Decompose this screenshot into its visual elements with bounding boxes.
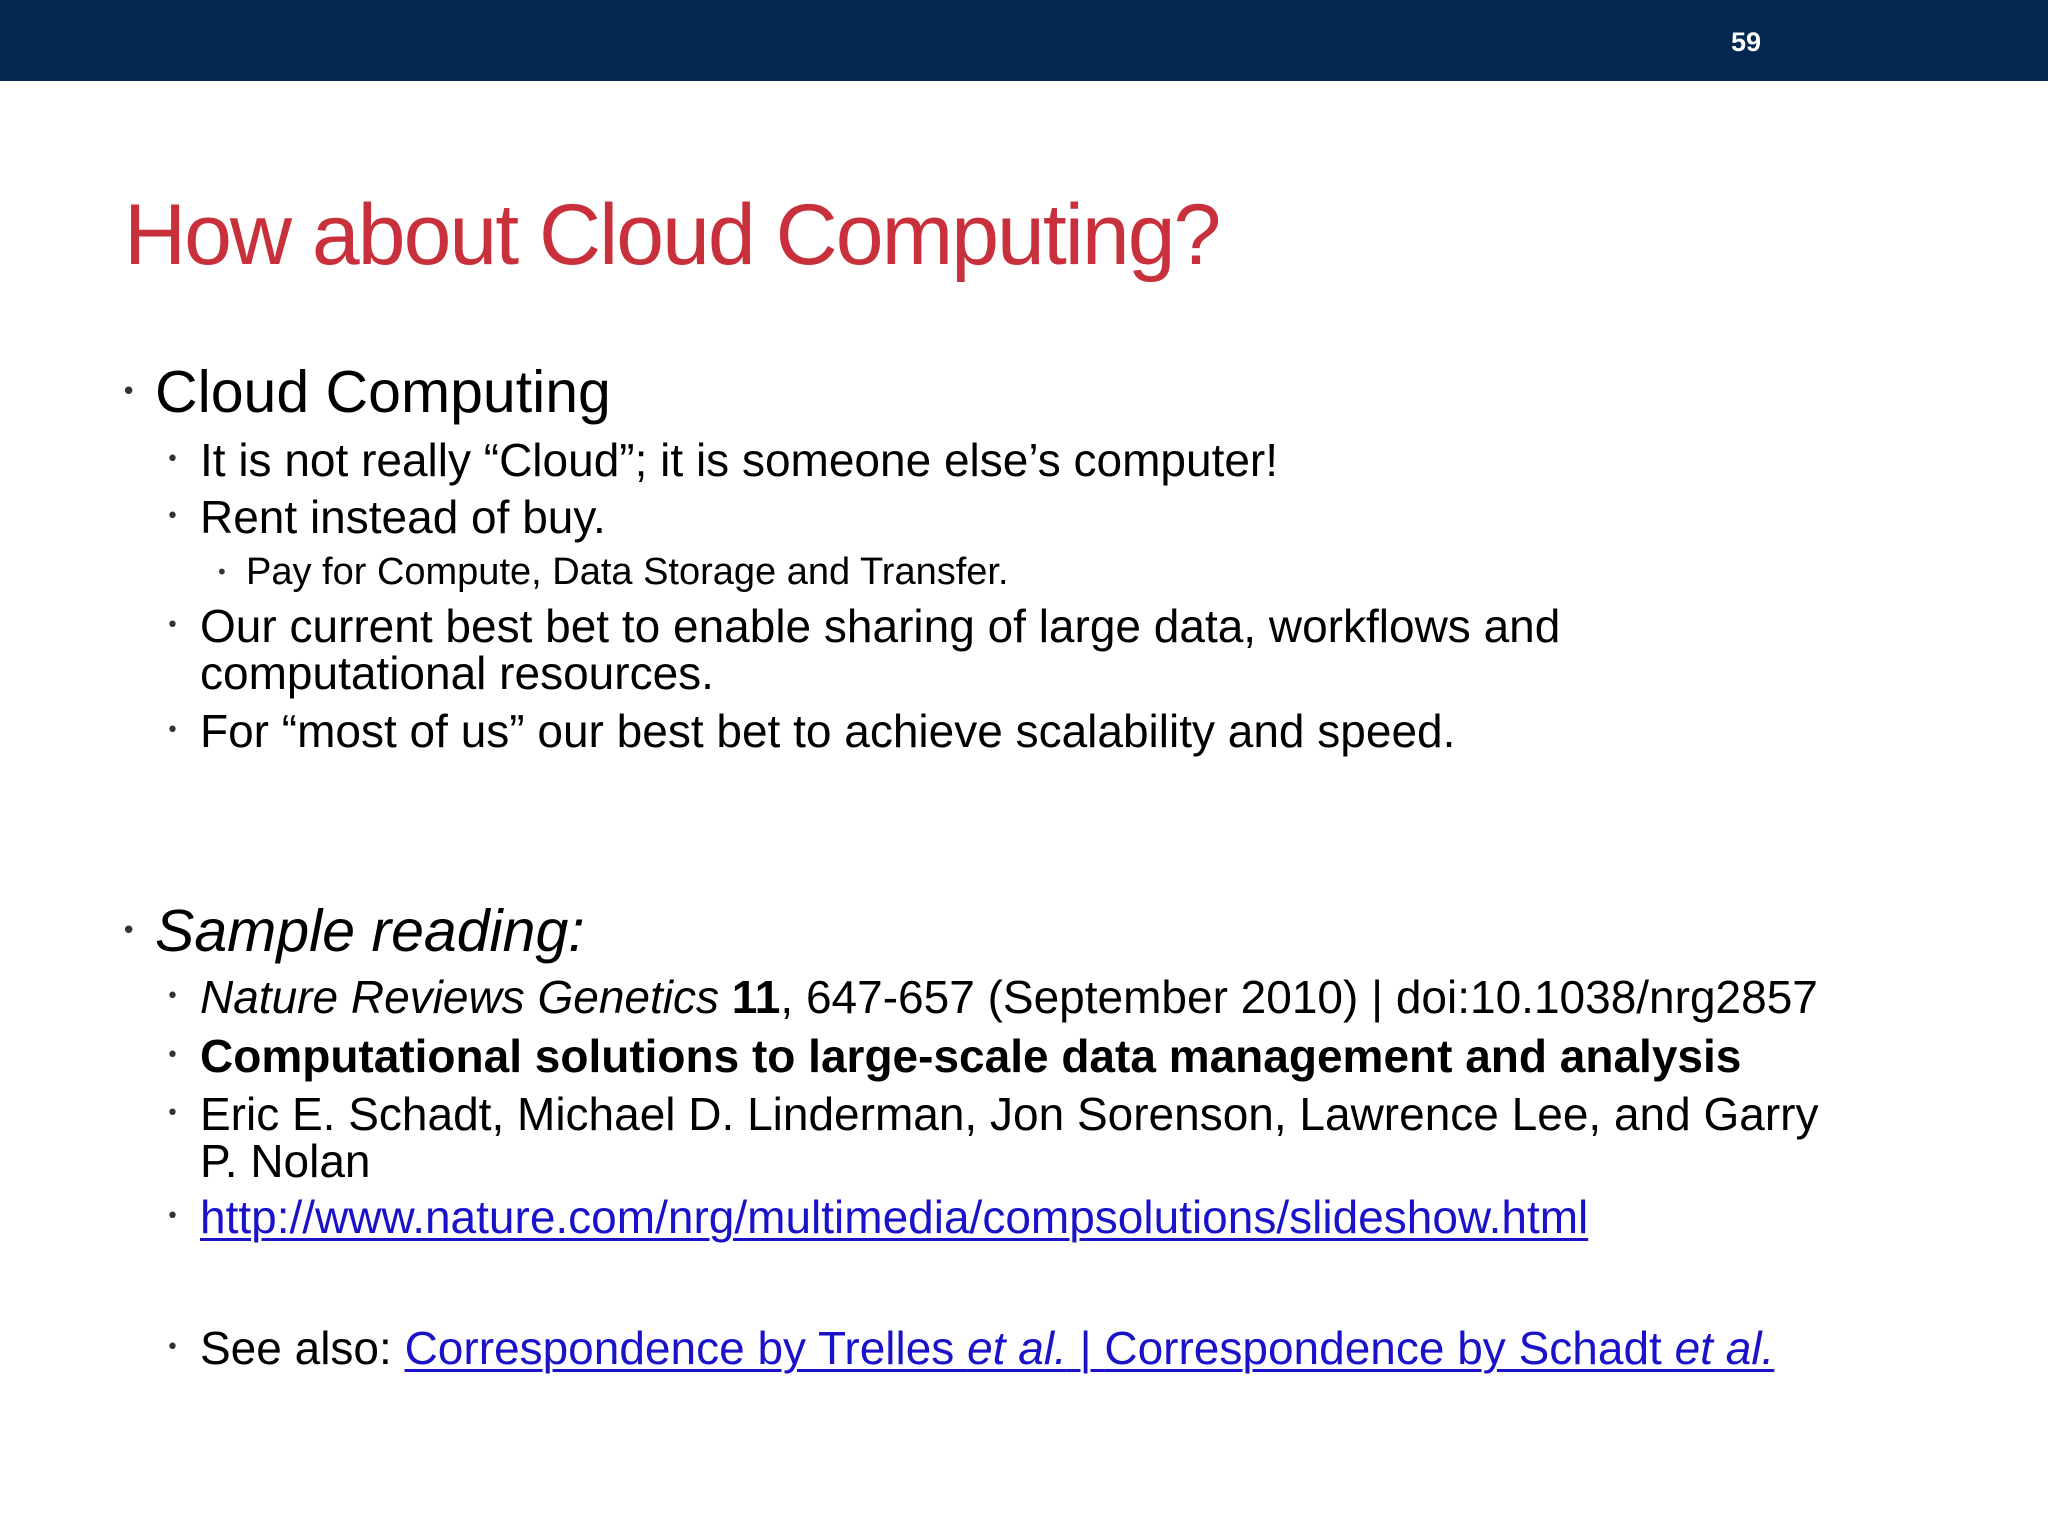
bullet-rent-instead-of-buy	[166, 491, 606, 543]
bullet-dot: •	[166, 504, 179, 529]
bullet-cloud-computing	[121, 359, 611, 425]
section-heading-cloud-computing: Cloud Computing	[155, 359, 611, 425]
bullet-pay-for-compute	[216, 550, 1009, 594]
link-text: Correspondence by Trelles	[404, 1322, 968, 1374]
see-also-label: See also:	[200, 1322, 405, 1374]
bullet-text: Our current best bet to enable sharing of large data, workflows and	[200, 600, 1561, 652]
bullet-text: Pay for Compute, Data Storage and Transfer.	[246, 551, 1009, 593]
citation-details: , 647-657 (September 2010) | doi:10.1038/nrg2857	[780, 971, 1818, 1023]
url-line	[166, 1191, 1589, 1243]
authors-line-continued	[200, 1135, 371, 1187]
bullet-text: computational resources.	[200, 647, 714, 699]
authors-text: Eric E. Schadt, Michael D. Linderman, Jon Sorenson, Lawrence Lee, and Garry	[200, 1088, 1819, 1140]
slide-number: 59	[1730, 27, 1761, 57]
bullet-dot: •	[166, 718, 179, 743]
paper-title: Computational solutions to large-scale data management and analysis	[200, 1030, 1742, 1082]
bullet-best-bet-sharing	[166, 600, 1561, 652]
slideshow-link[interactable]: http://www.nature.com/nrg/multimedia/compsolutions/slideshow.html	[200, 1191, 1589, 1243]
bullet-dot: •	[166, 1101, 179, 1126]
bullet-dot: •	[216, 560, 228, 584]
bullet-dot: •	[121, 916, 137, 946]
authors-text: P. Nolan	[200, 1135, 371, 1187]
correspondence-trelles-link[interactable]	[405, 1322, 1775, 1374]
link-text: Correspondence by Schadt	[1104, 1322, 1675, 1374]
slide-title: How about Cloud Computing?	[124, 187, 1220, 283]
bullet-dot: •	[121, 377, 137, 407]
bullet-most-of-us	[166, 705, 1456, 757]
bullet-text: It is not really “Cloud”; it is someone else’s computer!	[200, 434, 1279, 486]
bullet-dot: •	[166, 1204, 179, 1229]
link-et-al: et al.	[967, 1322, 1067, 1374]
link-separator: |	[1066, 1322, 1105, 1374]
bullet-text: Rent instead of buy.	[200, 491, 606, 543]
paper-title-line	[166, 1030, 1742, 1082]
bullet-dot: •	[166, 447, 179, 472]
bullet-best-bet-sharing-continued	[200, 647, 714, 699]
see-also-line	[166, 1322, 1775, 1374]
section-heading-sample-reading: Sample reading:	[155, 898, 585, 964]
journal-volume: 11	[731, 971, 781, 1023]
bullet-dot: •	[166, 984, 179, 1009]
bullet-text: For “most of us” our best bet to achieve scalability and speed.	[200, 705, 1456, 757]
link-et-al: et al.	[1674, 1322, 1775, 1374]
bullet-sample-reading	[121, 898, 585, 964]
bullet-dot: •	[166, 1043, 179, 1068]
top-bar	[0, 0, 2048, 81]
bullet-dot: •	[166, 1335, 179, 1360]
authors-line	[166, 1088, 1819, 1140]
bullet-not-really-cloud	[166, 434, 1279, 486]
bullet-dot: •	[166, 613, 179, 638]
citation-line	[166, 971, 1818, 1023]
journal-name: Nature Reviews Genetics	[200, 971, 719, 1023]
